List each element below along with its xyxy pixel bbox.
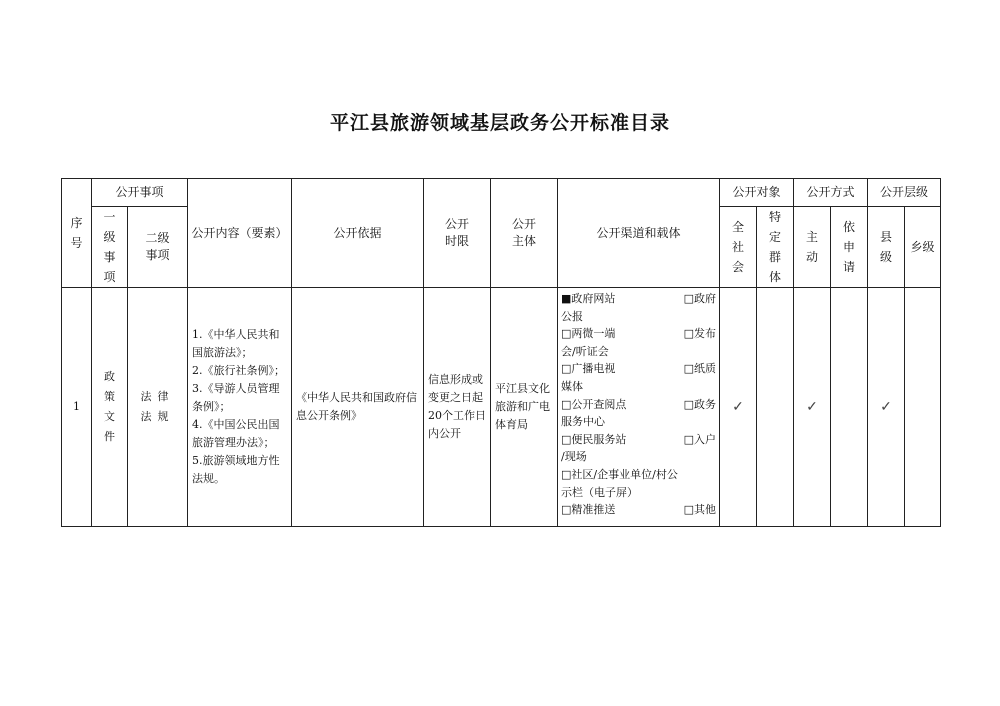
header-specific-group: 特定群体 [757, 207, 794, 288]
content-item: 2.《旅行社条例》； [192, 364, 286, 377]
header-object-group: 公开对象 [720, 179, 794, 207]
row-basis: 《中华人民共和国政府信息公开条例》 [292, 288, 424, 527]
channel-line: □两微一端 □发布 [561, 327, 717, 341]
row-whole-society-check: ✓ [720, 288, 757, 527]
channel-line: 示栏（电子屏） [561, 485, 639, 499]
row-on-request-check [831, 288, 868, 527]
header-content: 公开内容（要素） [188, 179, 292, 288]
channel-line: ■政府网站 □政府 [561, 292, 717, 305]
header-channels: 公开渠道和载体 [558, 179, 720, 288]
header-items-group: 公开事项 [92, 179, 188, 207]
channel-line: □便民服务站 □入户 [561, 432, 717, 446]
header-seq: 序号 [62, 179, 92, 288]
row-channels [558, 288, 720, 527]
row-seq: 1 [62, 288, 92, 527]
header-method-group: 公开方式 [794, 179, 868, 207]
channel-line: /现场 [561, 450, 587, 464]
row-active-check: ✓ [794, 288, 831, 527]
row-level2: 法律法规 [128, 288, 188, 527]
header-time-limit: 公开时限 [424, 179, 491, 288]
page-title: 平江县旅游领域基层政务公开标准目录 [329, 112, 670, 134]
header-row-1 [62, 179, 941, 207]
row-county-check: ✓ [868, 288, 905, 527]
header-county: 县级 [868, 207, 905, 288]
header-level1: 一级事项 [92, 207, 128, 288]
channel-line: □广播电视 □纸质 [561, 362, 717, 376]
table-row [62, 288, 941, 527]
content-item: 3.《导游人员管理条例》； [192, 382, 280, 413]
channel-line: □公开查阅点 □政务 [561, 397, 717, 411]
row-specific-group-check [757, 288, 794, 527]
channel-line: 媒体 [561, 379, 584, 393]
row-township-check [905, 288, 941, 527]
channel-line: 服务中心 [561, 415, 606, 429]
row-level1: 政策文件 [92, 288, 128, 527]
row-content [188, 288, 292, 527]
header-whole-society: 全社会 [720, 207, 757, 288]
row-time-limit: 信息形成或变更之日起20个工作日内公开 [424, 288, 491, 527]
header-level-group: 公开层级 [868, 179, 941, 207]
channel-line: 会/听证会 [561, 344, 609, 358]
header-township: 乡级 [905, 207, 941, 288]
content-item: 4.《中国公民出国旅游管理办法》； [192, 418, 280, 449]
header-on-request: 依申请 [831, 207, 868, 288]
content-item: 1.《中华人民共和国旅游法》； [192, 328, 280, 359]
content-item: 5.旅游领域地方性法规。 [192, 454, 280, 485]
channel-line: □精准推送 □其他 [561, 503, 717, 517]
header-subject: 公开主体 [491, 179, 558, 288]
header-basis: 公开依据 [292, 179, 424, 288]
header-active: 主动 [794, 207, 831, 288]
channel-line: 公报 [561, 309, 584, 323]
header-level2: 二级事项 [128, 207, 188, 288]
row-subject: 平江县文化旅游和广电体育局 [491, 288, 558, 527]
disclosure-catalog-table [61, 178, 941, 527]
channel-line: □社区/企事业单位/村公 [561, 467, 678, 481]
